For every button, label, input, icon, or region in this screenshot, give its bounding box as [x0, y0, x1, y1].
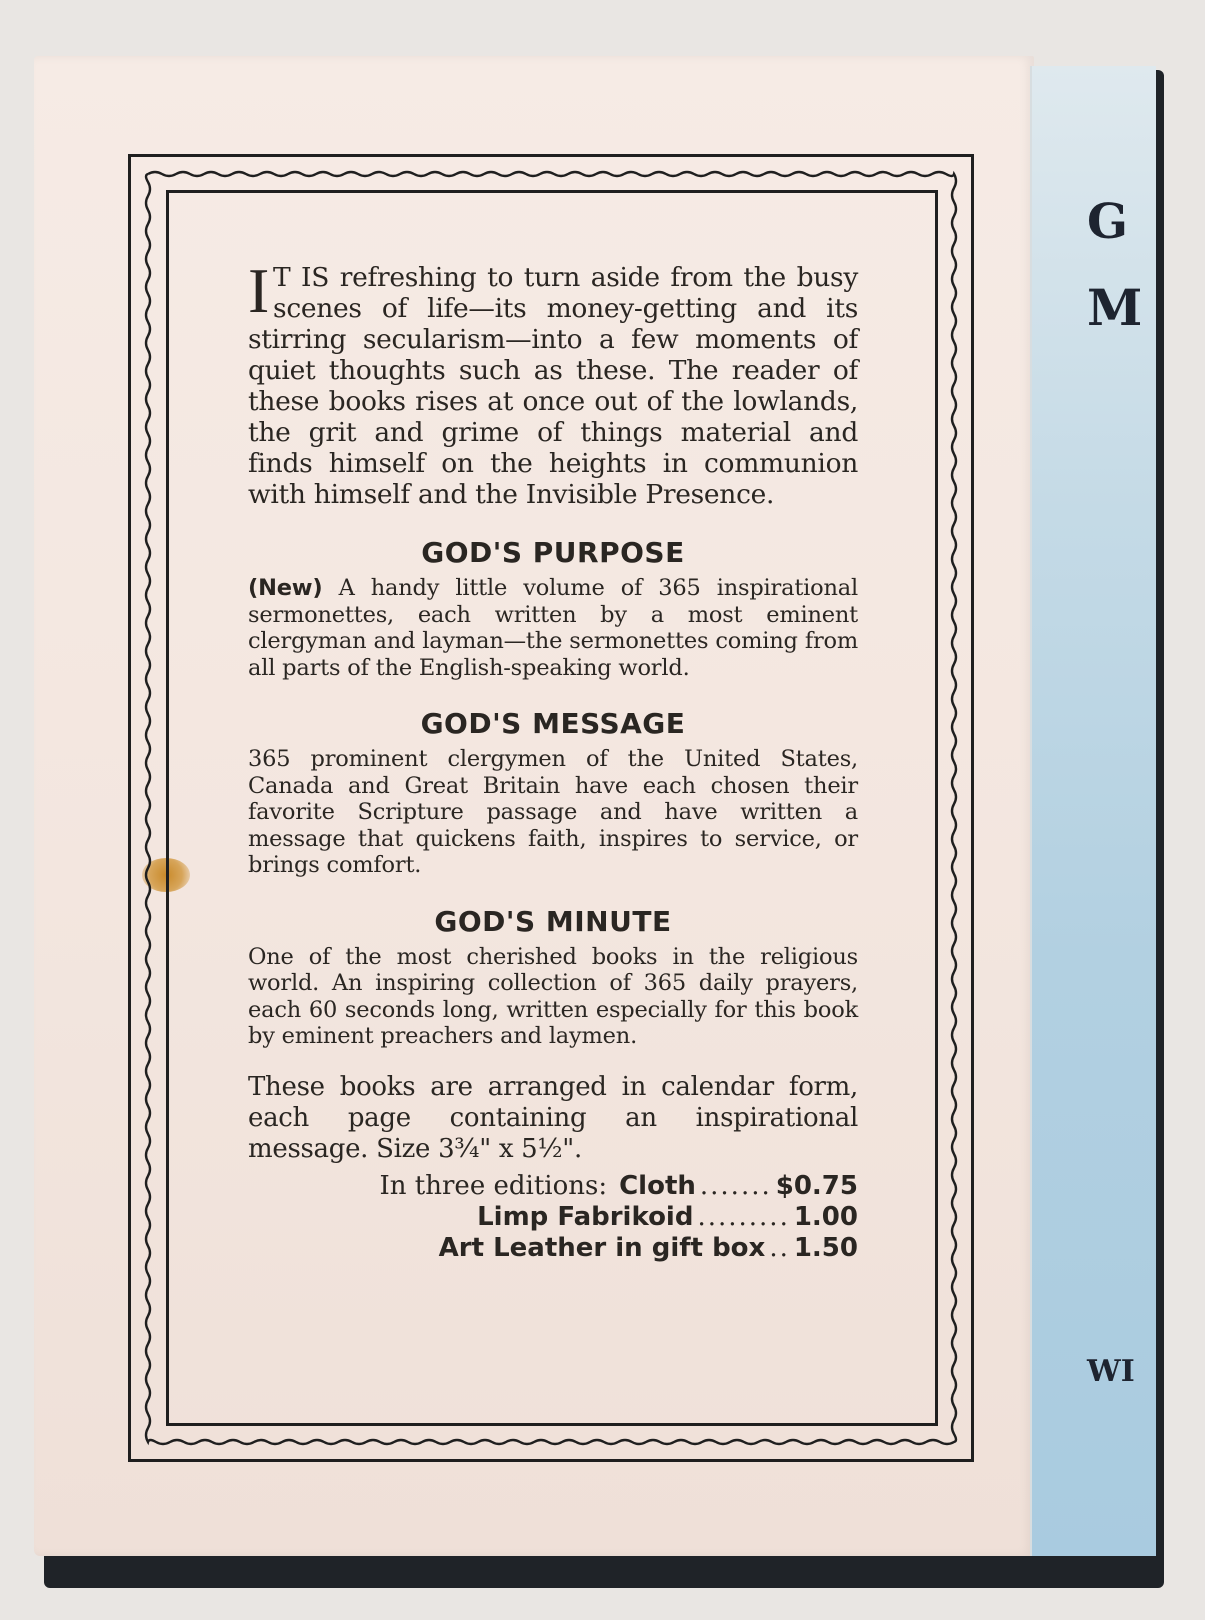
book-description-minute: One of the most cherished books in the religious world. An inspiring collection of 365 daily prayers, each 60 seconds long, written especially for this book by eminent preachers and laymen.: [248, 943, 858, 1049]
edition-name: Cloth: [619, 1170, 696, 1201]
editions-lead: In three editions:: [379, 1170, 608, 1201]
intro-text: T IS refreshing to turn aside from the busy scenes of life—its money-getting and its stirring secularism—into a few moments of quiet thoughts such as these. The reader of these books rises at once out of the lowlands, the grit and grime of things material and finds himself on the heights in communion with himself and the Invisible Presence.: [248, 262, 858, 510]
edition-row: [248, 1171, 858, 1202]
spine-title-line1: G: [1087, 194, 1128, 250]
purpose-text: A handy little volume of 365 inspirational sermonettes, each written by a most eminent clergyman and layman—the sermonettes coming from all parts of the English-speaking world.: [248, 575, 859, 681]
book-description-message: 365 prominent clergymen of the United States, Canada and Great Britain have each chosen their favorite Scripture passage and have written a message that quickens faith, inspires to service, or brings comfort.: [248, 746, 858, 878]
spine-title-line2: M: [1087, 278, 1143, 337]
book-title-minute: GOD'S MINUTE: [434, 904, 672, 938]
edition-price: 1.50: [793, 1232, 858, 1263]
edition-name: Art Leather in gift box: [438, 1232, 766, 1263]
book-spine: [1030, 66, 1156, 1556]
drop-cap: I: [248, 255, 270, 326]
book-description-purpose: [248, 575, 858, 681]
edition-price: 1.00: [793, 1201, 858, 1232]
closing-paragraph: These books are arranged in calendar form, each page containing an inspirational message. Size 3¾" x 5½".: [248, 1071, 858, 1164]
edition-row: [248, 1233, 858, 1264]
book-title-message: GOD'S MESSAGE: [420, 707, 686, 740]
cover-text-block: [248, 255, 859, 1264]
edition-name: Limp Fabrikoid: [477, 1201, 694, 1232]
leader-dots: .......: [699, 1170, 772, 1201]
edition-row: [248, 1202, 858, 1233]
edition-price: $0.75: [775, 1170, 858, 1201]
new-badge: (New): [248, 575, 323, 601]
leader-dots: ..: [769, 1232, 790, 1263]
editions-list: [248, 1171, 858, 1264]
spine-publisher: WI: [1087, 1354, 1135, 1389]
intro-paragraph: [248, 255, 858, 510]
leader-dots: .........: [697, 1201, 790, 1232]
book-title-purpose: GOD'S PURPOSE: [421, 536, 685, 569]
